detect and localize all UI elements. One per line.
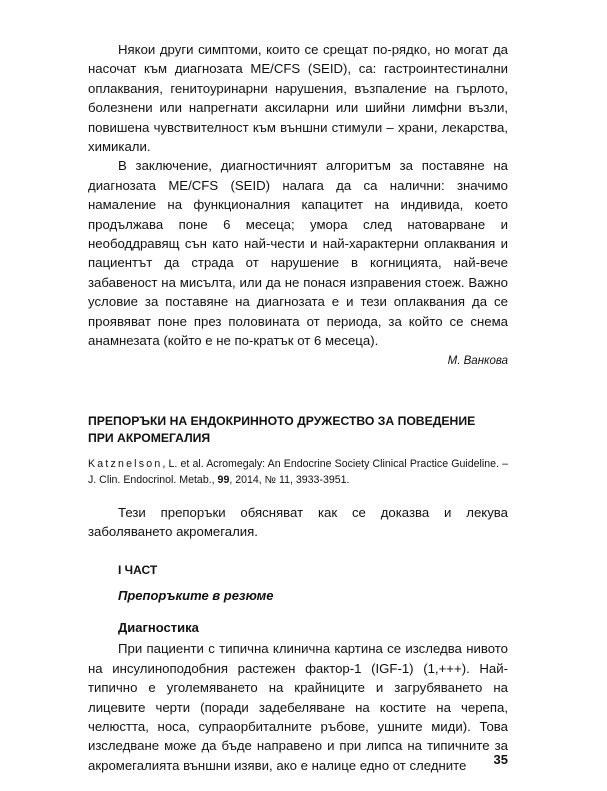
paragraph-diagnostics: При пациенти с типична клинична картина се изследва нивото на инсулиноподобния растежен фактор-1 (IGF-1) (1,+++). Най-типично е уголемяването на крайниците и загрубяването на лицевите черти (поради задебеляване на костите на черепа, челюстта, носа, супраорбиталните ръбове, ушните миди). Това изследване може да бъде направено и при липса на типичните за акромегалията външни изяви, ако е налице едно от следните [88, 641, 508, 773]
reference-author: Katznelson [88, 457, 163, 470]
reference-details: , 2014, № 11, 3933-3951. [229, 473, 350, 486]
reference-volume: 99 [217, 473, 230, 486]
author-signature: М. Ванкова [447, 354, 508, 367]
paragraph-conclusion: В заключение, диагностичният алгоритъм за поставяне на диагнозата ME/CFS (SEID) налага да са налични: значимо намаление на функционалния капацитет на индивида, което продължава поне 6 месеца; умора след натоварване и неободдравящ сън като най-чести и най-характерни оплаквания и пациентът да страда от нарушение в когницията, най-вече забавеност на мисълта, или да не понася изправения стоеж. Важно условие за поставяне на диагнозата е и тези оплаквания да се проявяват поне през половината от периода, за който се снема анамнезата (който е не по-кратък от 6 месеца). [88, 158, 508, 349]
part-heading: I ЧАСТ [118, 563, 158, 578]
article-title [88, 413, 508, 447]
paragraph-symptoms: Някои други симптоми, които се срещат по-рядко, но могат да насочат към диагнозата ME/CFS (SEID), са: гастроинтестинални оплаквания, генитоуринарни нарушения, възпаление на гърлото, болезнени или напрегнати аксиларни или шийни лимфни възли, повишена чувствителност към външни стимули – храни, лекарства, химикали. [88, 42, 508, 155]
document-page [88, 40, 508, 775]
article-title-line-2: ПРИ АКРОМЕГАЛИЯ [88, 430, 211, 445]
page-number: 35 [493, 752, 508, 767]
article-reference [88, 456, 508, 488]
section-heading-diagnostics: Диагностика [118, 620, 199, 636]
reference-citation: , L. et al. Acromegaly: An Endocrine Society Clinical Practice Guideline. – J. Clin. Endocrinol. Metab., [88, 457, 508, 486]
part-subheading: Препоръките в резюме [118, 588, 274, 604]
article-intro: Тези препоръки обясняват как се доказва и лекува заболяването акромегалия. [88, 504, 508, 539]
article-title-line-1: ПРЕПОРЪКИ НА ЕНДОКРИННОТО ДРУЖЕСТВО ЗА ПОВЕДЕНИЕ [88, 413, 476, 428]
